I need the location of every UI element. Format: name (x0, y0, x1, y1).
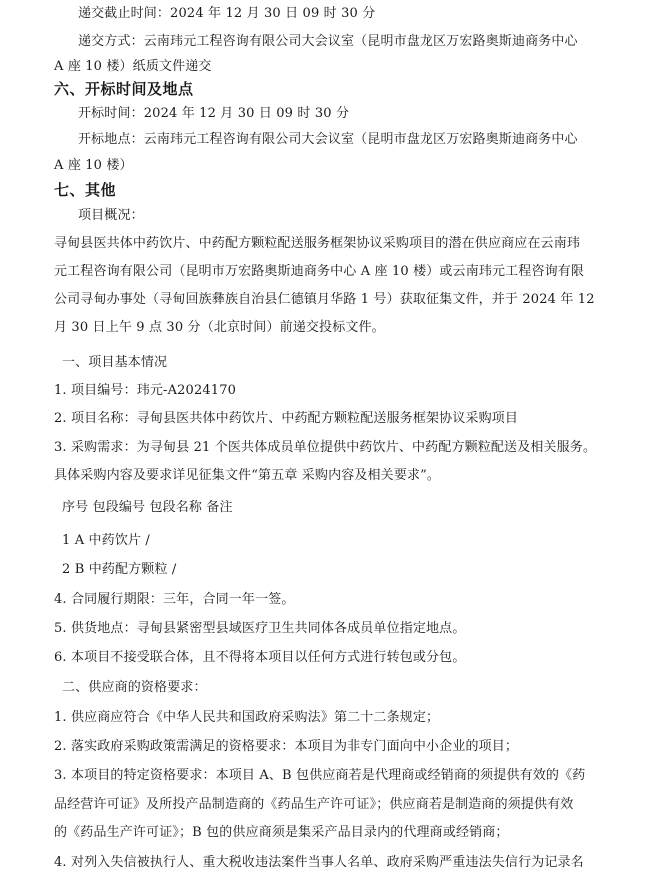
opening-time: 开标时间：2024 年 12 月 30 日 09 时 30 分 (78, 106, 350, 121)
opening-location: 开标地点：云南玮元工程咨询有限公司大会议室（昆明市盘龙区万宏路奥斯迪商务中心 (78, 132, 578, 147)
procurement-needs: 3. 采购需求：为寻甸县 21 个医共体成员单位提供中药饮片、中药配方颗粒配送及相关服务。 (54, 440, 597, 455)
overview-para-line-3: 公司寻甸办事处（寻甸回族彝族自治县仁德镇月华路 1 号）获取征集文件，并于 2024 年 12 (54, 292, 595, 307)
project-number: 1. 项目编号：玮元-A2024170 (54, 383, 237, 398)
section-heading-7: 七、其他 (54, 181, 117, 199)
procurement-needs-cont: 具体采购内容及要求详见征集文件“第五章 采购内容及相关要求”。 (54, 468, 441, 483)
subsection-basic-info: 一、项目基本情况 (62, 355, 168, 370)
submission-method: 递交方式：云南玮元工程咨询有限公司大会议室（昆明市盘龙区万宏路奥斯迪商务中心 (78, 34, 578, 49)
submission-method-cont: A 座 10 楼）纸质文件递交 (54, 59, 212, 74)
no-consortium: 6. 本项目不接受联合体，且不得将本项目以任何方式进行转包或分包。 (54, 650, 466, 665)
subsection-qualifications: 二、供应商的资格要求： (62, 680, 207, 695)
qualification-2: 2. 落实政府采购政策需满足的资格要求：本项目为非专门面向中小企业的项目； (54, 739, 519, 754)
project-overview-label: 项目概况： (78, 208, 144, 223)
package-row-a: 1 A 中药饮片 / (62, 533, 150, 548)
overview-para-line-2: 元工程咨询有限公司（昆明市万宏路奥斯迪商务中心 A 座 10 楼）或云南玮元工程咨询有限 (54, 264, 585, 279)
project-name: 2. 项目名称：寻甸县医共体中药饮片、中药配方颗粒配送服务框架协议采购项目 (54, 411, 519, 426)
submission-deadline: 递交截止时间：2024 年 12 月 30 日 09 时 30 分 (78, 6, 376, 21)
package-table-header: 序号 包段编号 包段名称 备注 (62, 500, 233, 515)
qualification-3-cont-2: 的《药品生产许可证》；B 包的供应商须是集采产品目录内的代理商或经销商； (54, 825, 509, 840)
delivery-location: 5. 供货地点：寻甸县紧密型县域医疗卫生共同体各成员单位指定地点。 (54, 621, 466, 636)
qualification-1: 1. 供应商应符合《中华人民共和国政府采购法》第二十二条规定； (54, 710, 440, 725)
package-row-b: 2 B 中药配方颗粒 / (62, 562, 177, 577)
overview-para-line-4: 月 30 日上午 9 点 30 分（北京时间）前递交投标文件。 (54, 320, 385, 335)
section-heading-6: 六、开标时间及地点 (54, 80, 194, 98)
opening-location-cont: A 座 10 楼） (54, 158, 133, 173)
qualification-4: 4. 对列入失信被执行人、重大税收违法案件当事人名单、政府采购严重违法失信行为记录名 (54, 855, 584, 870)
qualification-3: 3. 本项目的特定资格要求：本项目 A、B 包供应商若是代理商或经销商的须提供有效的《药 (54, 768, 586, 783)
qualification-3-cont-1: 品经营许可证》及所投产品制造商的《药品生产许可证》；供应商若是制造商的须提供有效 (54, 797, 574, 812)
contract-term: 4. 合同履行期限：三年，合同一年一签。 (54, 592, 295, 607)
overview-para-line-1: 寻甸县医共体中药饮片、中药配方颗粒配送服务框架协议采购项目的潜在供应商应在云南玮 (54, 236, 581, 251)
